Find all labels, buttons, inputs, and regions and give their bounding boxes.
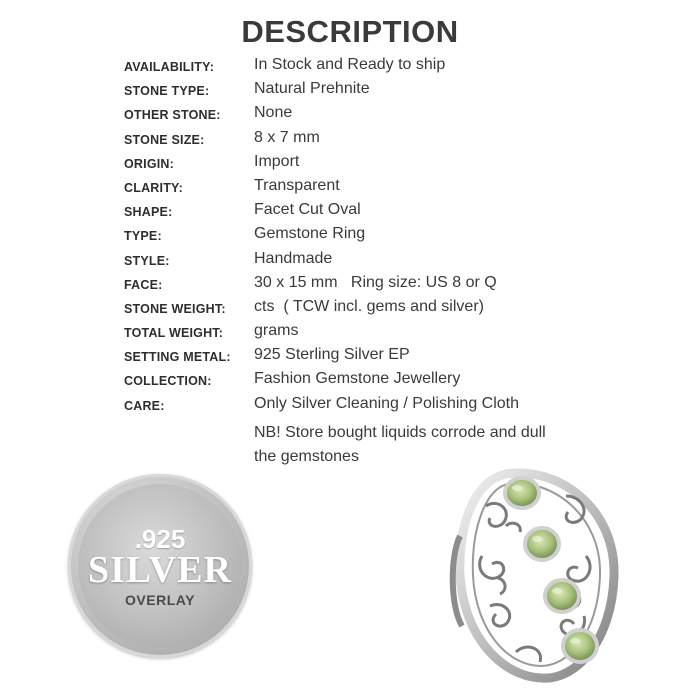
spec-label: TYPE: <box>124 229 162 244</box>
page-title: DESCRIPTION <box>241 14 459 49</box>
badge-metal: SILVER <box>87 549 232 591</box>
badge-number: .925 <box>134 524 186 554</box>
spec-value: cts ( TCW incl. gems and silver) <box>254 297 484 315</box>
spec-label: CARE: <box>124 398 165 413</box>
spec-value: In Stock and Ready to ship <box>254 56 446 73</box>
spec-label: OTHER STONE: <box>124 108 221 123</box>
spec-value: 8 x 7 mm <box>254 128 320 146</box>
gemstone <box>545 580 579 612</box>
spec-value: Only Silver Cleaning / Polishing Cloth <box>254 394 520 412</box>
spec-label: AVAILABILITY: <box>124 60 215 74</box>
gemstone <box>505 478 539 508</box>
spec-label: STYLE: <box>124 253 170 268</box>
spec-label: ORIGIN: <box>124 156 175 171</box>
spec-label: TOTAL WEIGHT: <box>124 326 224 341</box>
spec-label: STONE WEIGHT: <box>124 301 226 316</box>
spec-label: CLARITY: <box>124 180 183 195</box>
spec-value: 30 x 15 mm Ring size: US 8 or Q <box>254 273 497 291</box>
spec-value: Transparent <box>254 176 340 194</box>
spec-label: COLLECTION: <box>124 374 212 389</box>
spec-value: Facet Cut Oval <box>254 201 361 219</box>
spec-label: FACE: <box>124 277 163 292</box>
spec-value: None <box>254 104 293 122</box>
spec-value: Import <box>254 152 300 170</box>
silver-overlay-badge <box>68 474 252 658</box>
spec-value: Gemstone Ring <box>254 225 366 243</box>
spec-value: grams <box>254 322 299 340</box>
care-note <box>254 421 546 469</box>
spec-label: SHAPE: <box>124 205 173 220</box>
care-note-line: NB! Store bought liquids corrode and dull <box>254 424 546 441</box>
spec-value: Fashion Gemstone Jewellery <box>254 370 461 388</box>
spec-value: Natural Prehnite <box>254 80 370 98</box>
spec-value: Handmade <box>254 249 333 267</box>
badge-sub: OVERLAY <box>125 592 195 608</box>
care-note-line: the gemstones <box>254 448 359 465</box>
gemstone <box>563 630 597 662</box>
spec-value: 925 Sterling Silver EP <box>254 346 410 364</box>
spec-label: STONE SIZE: <box>124 132 205 147</box>
spec-label: STONE TYPE: <box>124 84 210 99</box>
ring-product-image <box>446 466 626 686</box>
gemstone <box>525 528 559 560</box>
spec-label: SETTING METAL: <box>124 350 231 365</box>
